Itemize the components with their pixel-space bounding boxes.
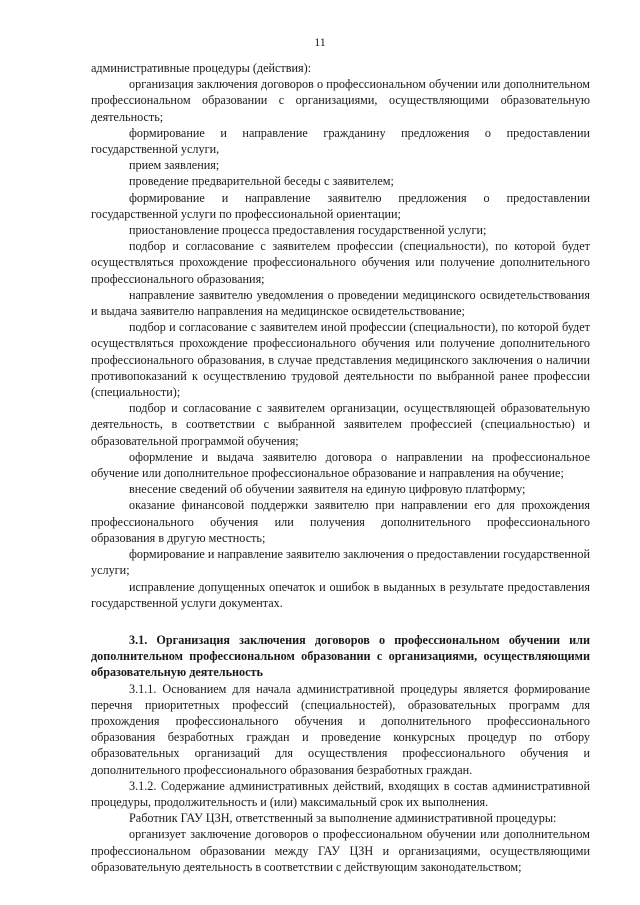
- paragraph-responsible-worker: Работник ГАУ ЦЗН, ответственный за выполнение административной процедуры:: [129, 811, 557, 826]
- paragraph-organizes: организует заключение договоров о профессиональном обучении или дополнительном профессиональном образовании между ГАУ ЦЗН и организациями, осуществляющими образовательную деятельность в соответствии с действующим законодательством;: [91, 827, 590, 874]
- procedure-item: подбор и согласование с заявителем иной профессии (специальности), по которой будет осуществляться прохождение профессионального обучения или получение дополнительного профессионального образования, в случае представления медицинского заключения о наличии противопоказаний к осуществлению трудовой деятельности по выбранной ранее профессии (специальности);: [91, 320, 590, 400]
- procedure-item: исправление допущенных опечаток и ошибок в выданных в результате предоставления государственной услуги документах.: [91, 579, 590, 610]
- procedure-item: внесение сведений об обучении заявителя на единую цифровую платформу;: [129, 482, 526, 497]
- procedure-item: направление заявителю уведомления о проведении медицинского освидетельствования и выдача заявителю направления на медицинское освидетельствование;: [91, 287, 590, 319]
- procedure-item: формирование и направление заявителю предложения о предоставлении государственной услуги по профессиональной ориентации;: [91, 190, 590, 221]
- procedure-item: подбор и согласование с заявителем организации, осуществляющей образовательную деятельность, в соответствии с выбранной заявителем профессией (специальностью) и образовательной программой обучения;: [91, 401, 590, 448]
- procedure-item: подбор и согласование с заявителем профессии (специальности), по которой будет осуществляться прохождение профессионального обучения или получение дополнительного профессионального образования;: [91, 239, 590, 286]
- document-body: [91, 60, 590, 875]
- procedure-item: оформление и выдача заявителю договора о направлении на профессиональное обучение или дополнительное профессиональное образование и направления на обучение;: [91, 449, 590, 481]
- page-number: 11: [314, 35, 326, 49]
- procedure-item: формирование и направление гражданину предложения о предоставлении государственной услуги,: [91, 125, 590, 157]
- paragraph-3-1-2: 3.1.2. Содержание административных действий, входящих в состав административной процедуры, продолжительность и (или) максимальный срок их выполнения.: [91, 778, 590, 809]
- section-gap: [91, 611, 590, 632]
- procedure-item: прием заявления;: [129, 158, 220, 173]
- procedure-item: формирование и направление заявителю заключения о предоставлении государственной услуги;: [91, 547, 590, 578]
- procedure-item: организация заключения договоров о профессиональном обучении или дополнительном профессиональном образовании с организациями, осуществляющими образовательную деятельность;: [91, 77, 590, 124]
- procedure-item: проведение предварительной беседы с заявителем;: [129, 174, 394, 189]
- procedure-item: приостановление процесса предоставления государственной услуги;: [129, 223, 487, 238]
- procedure-item: оказание финансовой поддержки заявителю при направлении его для прохождения профессионального обучения или получения дополнительного профессионального образования в другую местность;: [91, 498, 590, 545]
- section-heading: 3.1. Организация заключения договоров о профессиональном обучении или дополнительном профессиональном образовании с организациями, осуществляющими образовательную деятельность: [91, 632, 590, 680]
- procedures-intro: административные процедуры (действия):: [91, 61, 312, 75]
- paragraph-3-1-1: 3.1.1. Основанием для начала административной процедуры является формирование перечня приоритетных профессий (специальностей), образовательных программ для прохождения профессионального обучения и дополнительного профессионального образования безработных граждан и проведение конкурсных процедур по отбору образовательных организаций для осуществления профессионального обучения и дополнительного профессионального образования безработных граждан.: [91, 681, 590, 777]
